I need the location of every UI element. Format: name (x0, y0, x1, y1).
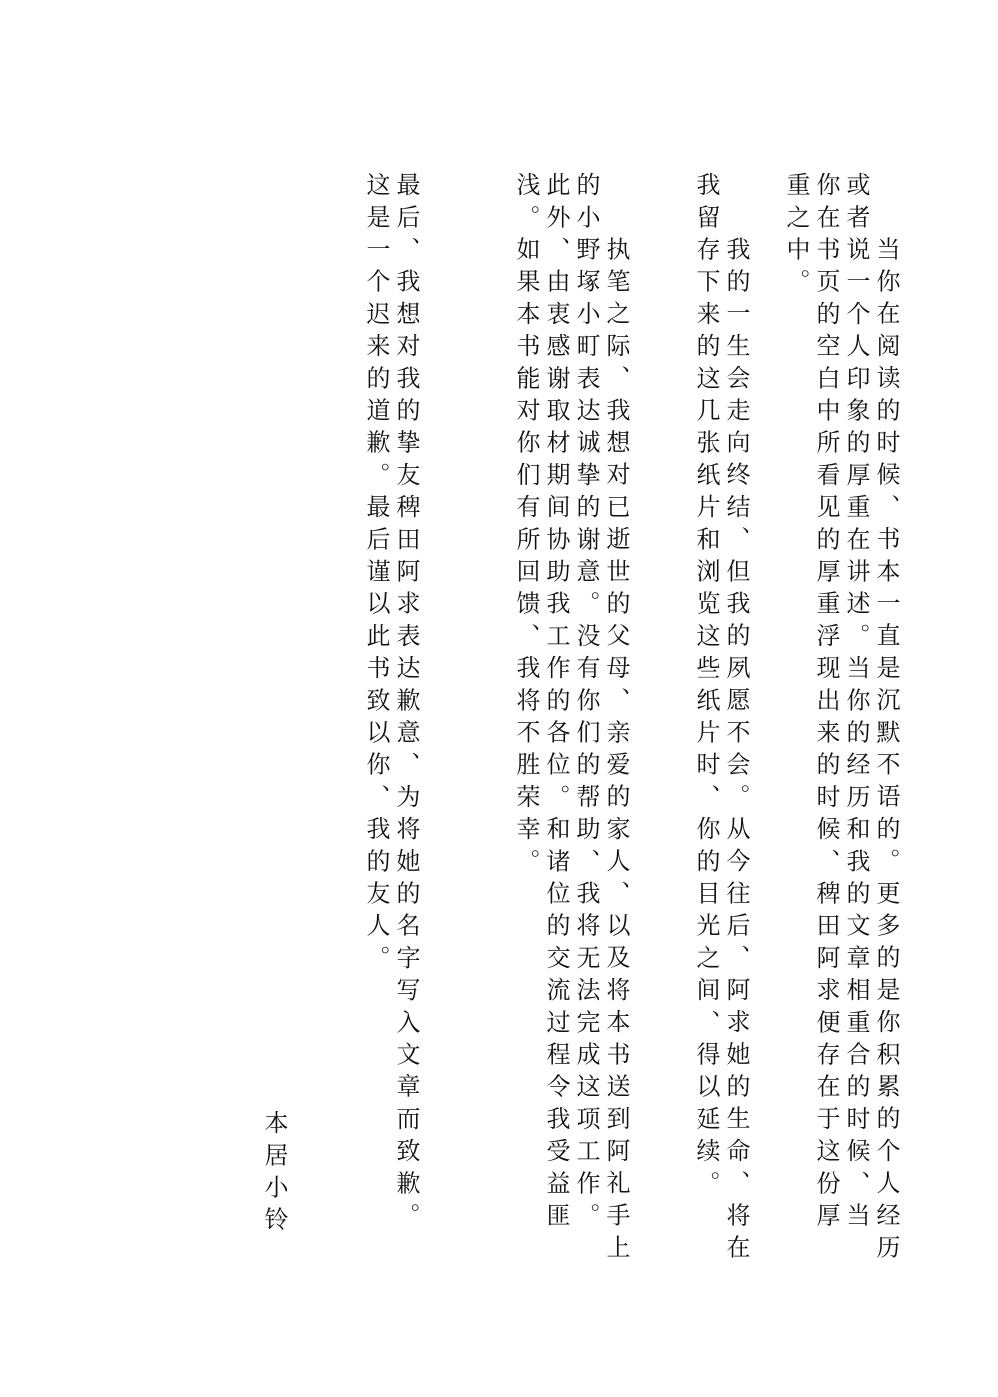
text-column-2: 或者说一个人印象的厚重在讲述。当你的经历和我的文章相重合的时候、当 (842, 172, 870, 1235)
text-column-17: 这是一个迟来的道歉。最后谨以此书致以你、我的友人。 (362, 172, 390, 977)
text-column-4: 重之中。 (782, 172, 810, 301)
text-column-3: 你在书页的空白中所看见的厚重浮现出来的时候、稗田阿求便存在于这份厚 (812, 172, 840, 1235)
text-column-13: 浅。如果本书能对你们有所回馈、我将不胜荣幸。 (512, 172, 540, 881)
text-column-12: 此外、由衷感谢取材期间协助我工作的各位。和诸位的交流过程令我受益匪 (542, 172, 570, 1235)
signature: 本居小铃 (260, 1110, 288, 1239)
text-column-1: 当你在阅读的时候、书本一直是沉默不语的。更多的是你积累的个人经历 (872, 204, 900, 1267)
text-column-16: 最后、我想对我的挚友稗田阿求表达歉意、为将她的名字写入文章而致歉。 (392, 172, 420, 1235)
text-column-7: 我留存下来的这几张纸片和浏览这些纸片时、你的目光之间、得以延续。 (692, 172, 720, 1203)
text-column-11: 的小野塚小町表达诚挚的谢意。没有你们的帮助、我将无法完成这项工作。 (572, 172, 600, 1235)
text-column-10: 执笔之际、我想对已逝世的父母、亲爱的家人、以及将本书送到阿礼手上 (602, 204, 630, 1267)
text-column-6: 我的一生会走向终结、但我的夙愿不会。从今往后、阿求她的生命、将在 (722, 204, 750, 1267)
